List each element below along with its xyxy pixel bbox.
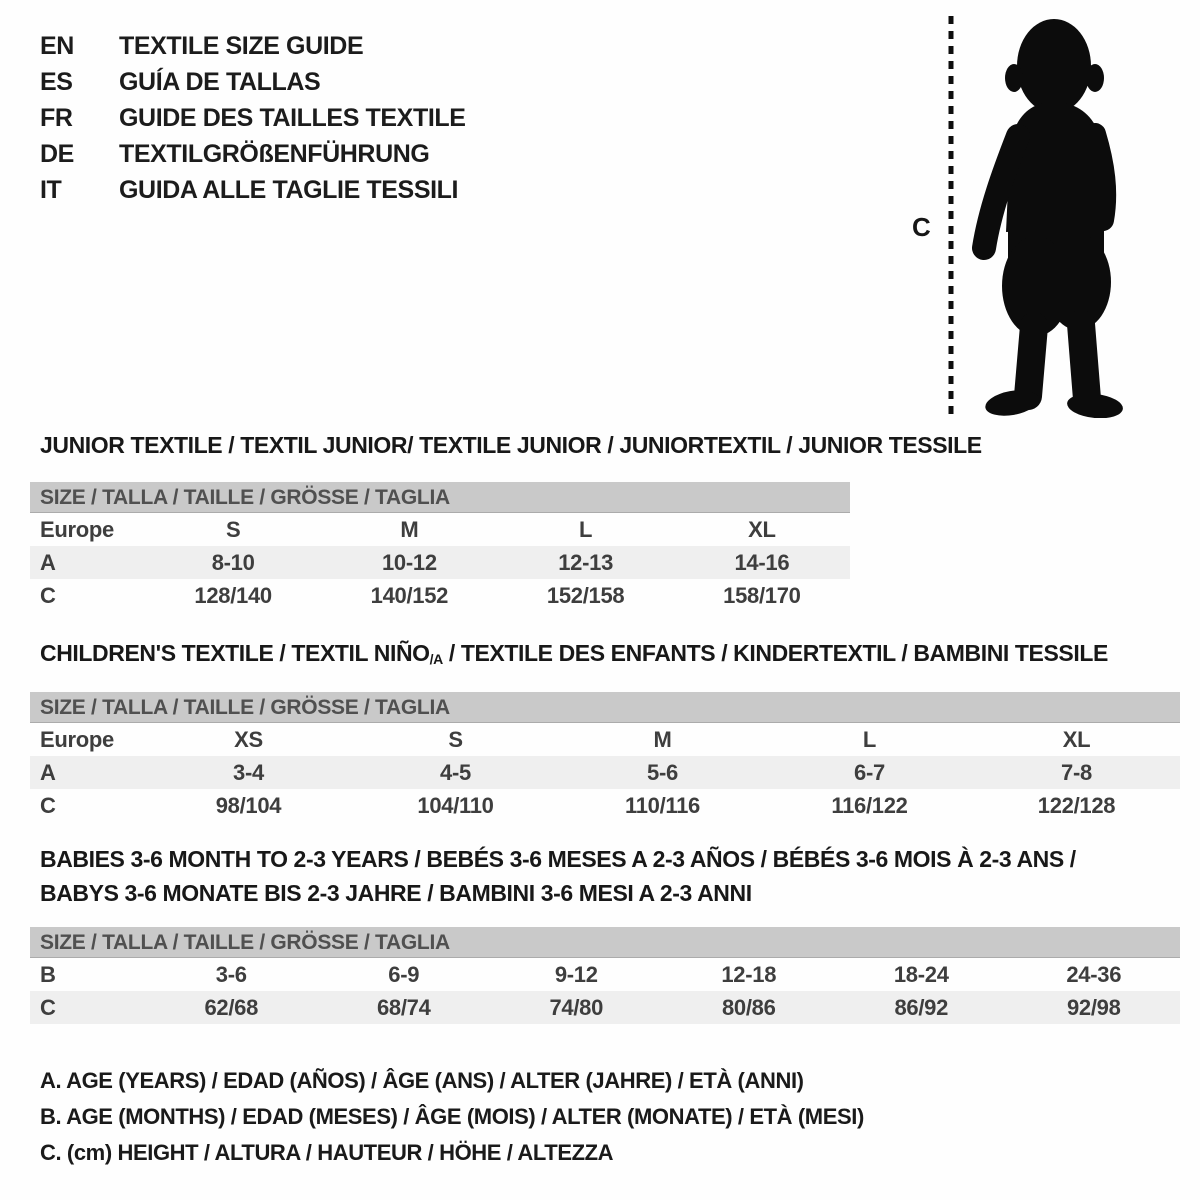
months-cell: 9-12 bbox=[554, 961, 598, 987]
table-row-height bbox=[30, 789, 1180, 822]
language-row-en bbox=[40, 28, 466, 64]
language-title: GUIDE DES TAILLES TEXTILE bbox=[119, 103, 466, 132]
language-title: TEXTILGRÖßENFÜHRUNG bbox=[119, 139, 430, 168]
height-cell: 140/152 bbox=[370, 582, 449, 608]
months-cell: 3-6 bbox=[215, 961, 247, 987]
language-code: IT bbox=[40, 175, 62, 204]
children-title-subscript: /A bbox=[429, 651, 443, 667]
height-cell: 98/104 bbox=[215, 792, 282, 818]
language-list bbox=[40, 28, 466, 208]
babies-title-line1: BABIES 3-6 MONTH TO 2-3 YEARS / BEBÉS 3-6 MESES A 2-3 AÑOS / BÉBÉS 3-6 MOIS À 2-3 ANS / bbox=[40, 846, 1076, 872]
size-cell: XS bbox=[234, 726, 263, 752]
language-title: TEXTILE SIZE GUIDE bbox=[119, 31, 364, 60]
height-cell: 158/170 bbox=[723, 582, 801, 608]
size-cell: L bbox=[862, 726, 877, 752]
language-code: FR bbox=[40, 103, 73, 132]
language-title: GUÍA DE TALLAS bbox=[119, 67, 321, 96]
height-cell: 92/98 bbox=[1066, 994, 1121, 1020]
months-cell: 6-9 bbox=[388, 961, 420, 987]
height-cell: 116/122 bbox=[831, 792, 908, 818]
junior-size-table bbox=[30, 482, 850, 612]
language-title: GUIDA ALLE TAGLIE TESSILI bbox=[119, 175, 459, 204]
language-code: EN bbox=[40, 31, 74, 60]
height-cell: 128/140 bbox=[194, 582, 272, 608]
height-cell: 68/74 bbox=[376, 994, 431, 1020]
toddler-silhouette-icon bbox=[962, 14, 1144, 418]
row-label: Europe bbox=[40, 726, 114, 752]
age-cell: 6-7 bbox=[854, 759, 885, 785]
height-cell: 104/110 bbox=[417, 792, 494, 818]
size-cell: S bbox=[448, 726, 463, 752]
language-row-it bbox=[40, 172, 466, 208]
size-cell: S bbox=[225, 516, 241, 542]
height-cell: 74/80 bbox=[549, 994, 604, 1020]
size-cell: M bbox=[653, 726, 672, 752]
table-row-europe bbox=[30, 723, 1180, 756]
babies-section-title bbox=[40, 842, 1076, 910]
row-label: C bbox=[40, 792, 56, 818]
height-cell: 110/116 bbox=[625, 792, 700, 818]
size-cell: XL bbox=[1062, 726, 1091, 752]
size-cell: XL bbox=[748, 516, 776, 542]
babies-size-table bbox=[30, 927, 1180, 1024]
language-row-fr bbox=[40, 100, 466, 136]
children-title-pre: CHILDREN'S TEXTILE / TEXTIL NIÑO bbox=[40, 640, 430, 666]
age-cell: 8-10 bbox=[211, 549, 255, 575]
row-label: A bbox=[40, 759, 56, 785]
children-title-post: / TEXTILE DES ENFANTS / KINDERTEXTIL / BAMBINI TESSILE bbox=[442, 640, 1108, 666]
children-size-table bbox=[30, 692, 1180, 822]
legend-line-c: C. (cm) HEIGHT / ALTURA / HAUTEUR / HÖHE / ALTEZZA bbox=[40, 1140, 614, 1165]
age-cell: 7-8 bbox=[1061, 759, 1092, 785]
age-cell: 3-4 bbox=[233, 759, 264, 785]
table-row-age bbox=[30, 756, 1180, 789]
table-row-age bbox=[30, 546, 850, 579]
row-label: B bbox=[40, 961, 56, 987]
language-code: ES bbox=[40, 67, 73, 96]
height-cell: 122/128 bbox=[1037, 792, 1116, 818]
age-cell: 4-5 bbox=[440, 759, 471, 785]
language-row-es bbox=[40, 64, 466, 100]
table-row-height bbox=[30, 991, 1180, 1024]
size-cell: L bbox=[579, 516, 593, 542]
age-cell: 10-12 bbox=[381, 549, 437, 575]
height-marker-label: C bbox=[912, 212, 931, 242]
legend-line-a: A. AGE (YEARS) / EDAD (AÑOS) / ÂGE (ANS) / ALTER (JAHRE) / ETÀ (ANNI) bbox=[40, 1068, 804, 1093]
row-label: A bbox=[40, 549, 56, 575]
height-cell: 86/92 bbox=[894, 994, 949, 1020]
junior-section-title: JUNIOR TEXTILE / TEXTIL JUNIOR/ TEXTILE JUNIOR / JUNIORTEXTIL / JUNIOR TESSILE bbox=[40, 432, 982, 458]
size-table-header: SIZE / TALLA / TAILLE / GRÖSSE / TAGLIA bbox=[30, 692, 1180, 723]
measurement-legend bbox=[40, 1063, 864, 1171]
months-cell: 24-36 bbox=[1066, 961, 1122, 987]
row-label: C bbox=[40, 582, 56, 608]
babies-title-line2: BABYS 3-6 MONATE BIS 2-3 JAHRE / BAMBINI 3-6 MESI A 2-3 ANNI bbox=[40, 880, 752, 906]
size-table-header: SIZE / TALLA / TAILLE / GRÖSSE / TAGLIA bbox=[30, 927, 1180, 958]
table-row-months bbox=[30, 958, 1180, 991]
height-cell: 80/86 bbox=[721, 994, 776, 1020]
height-cell: 152/158 bbox=[546, 582, 625, 608]
language-row-de bbox=[40, 136, 466, 172]
table-row-height bbox=[30, 579, 850, 612]
months-cell: 12-18 bbox=[721, 961, 777, 987]
height-dashed-line bbox=[947, 14, 955, 418]
size-table-header: SIZE / TALLA / TAILLE / GRÖSSE / TAGLIA bbox=[30, 482, 850, 513]
age-cell: 5-6 bbox=[647, 759, 678, 785]
size-cell: M bbox=[400, 516, 419, 542]
children-section-title bbox=[40, 640, 1108, 667]
row-label: Europe bbox=[40, 516, 114, 542]
age-cell: 12-13 bbox=[558, 549, 614, 575]
height-cell: 62/68 bbox=[204, 994, 259, 1020]
table-row-europe bbox=[30, 513, 850, 546]
row-label: C bbox=[40, 994, 56, 1020]
language-code: DE bbox=[40, 139, 74, 168]
legend-line-b: B. AGE (MONTHS) / EDAD (MESES) / ÂGE (MOIS) / ALTER (MONATE) / ETÀ (MESI) bbox=[40, 1104, 864, 1129]
age-cell: 14-16 bbox=[734, 549, 790, 575]
months-cell: 18-24 bbox=[893, 961, 949, 987]
